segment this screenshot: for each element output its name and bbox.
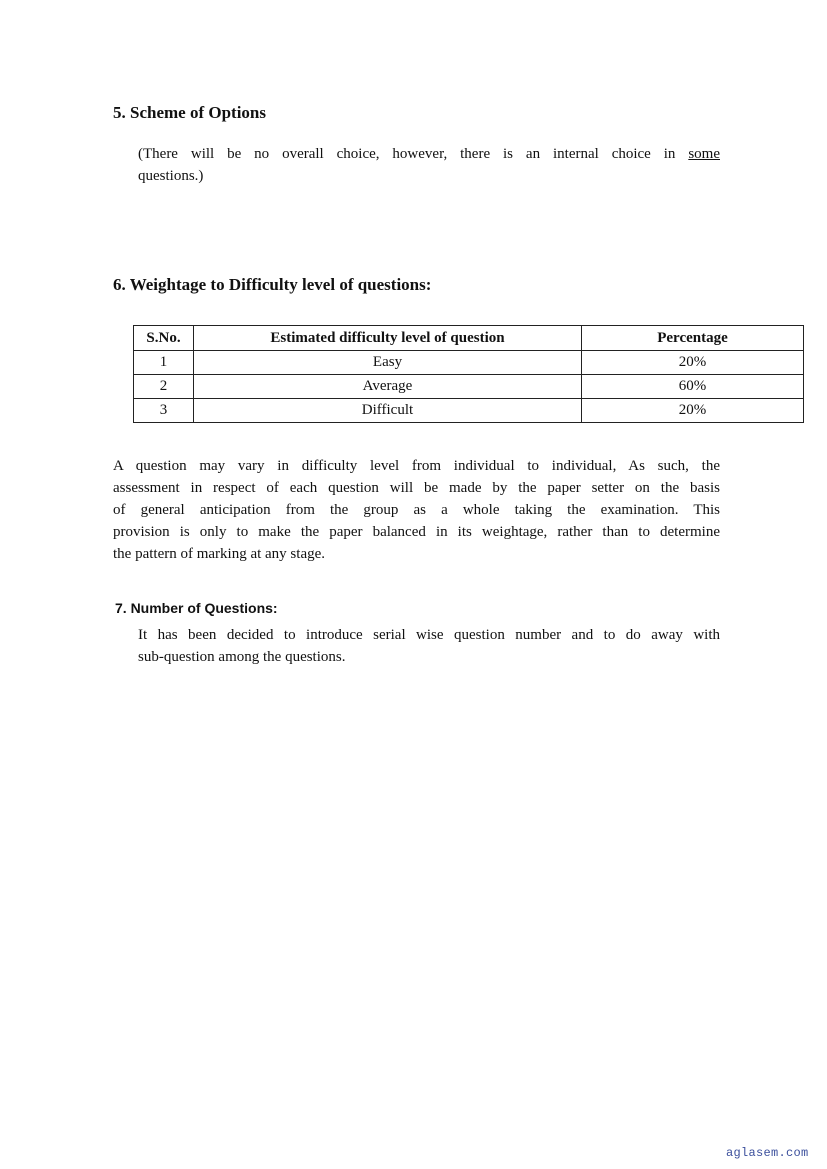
table-cell-level: Average bbox=[194, 375, 582, 399]
paragraph-line: the pattern of marking at any stage. bbox=[113, 546, 326, 562]
table-row bbox=[134, 399, 804, 423]
table-cell-sno: 2 bbox=[134, 375, 194, 399]
section-5-line-1-text: (There will be no overall choice, however, there is an internal choice in bbox=[138, 146, 676, 162]
section-5-line-2: questions.) bbox=[138, 168, 204, 184]
section-7-paragraph bbox=[138, 624, 720, 668]
table-header-sno: S.No. bbox=[134, 326, 194, 351]
footer-site-watermark: aglasem.com bbox=[726, 1146, 809, 1160]
section-6-paragraph bbox=[113, 455, 720, 565]
table-cell-level: Difficult bbox=[194, 399, 582, 423]
table-header-percentage: Percentage bbox=[582, 326, 804, 351]
table-cell-percentage: 60% bbox=[582, 375, 804, 399]
paragraph-line: assessment in respect of each question will be made by the paper setter on the basis bbox=[113, 480, 720, 496]
table-cell-level: Easy bbox=[194, 351, 582, 375]
table-cell-percentage: 20% bbox=[582, 351, 804, 375]
section-5-text bbox=[138, 143, 720, 187]
paragraph-line: of general anticipation from the group as a whole taking the examination. This bbox=[113, 502, 720, 518]
section-7-heading: 7. Number of Questions: bbox=[115, 600, 278, 616]
table-cell-sno: 3 bbox=[134, 399, 194, 423]
paragraph-line: provision is only to make the paper balanced in its weightage, rather than to determine bbox=[113, 524, 720, 540]
section-5-line-1 bbox=[138, 143, 720, 165]
table-cell-percentage: 20% bbox=[582, 399, 804, 423]
table-cell-sno: 1 bbox=[134, 351, 194, 375]
table-header-difficulty: Estimated difficulty level of question bbox=[194, 326, 582, 351]
table-header-row bbox=[134, 326, 804, 351]
paragraph-line: A question may vary in difficulty level from individual to individual, As such, the bbox=[113, 458, 720, 474]
section-6-heading: 6. Weightage to Difficulty level of questions: bbox=[113, 275, 432, 294]
section-5-heading: 5. Scheme of Options bbox=[113, 103, 266, 122]
section-5-underlined-word: some bbox=[688, 146, 720, 162]
paragraph-line: It has been decided to introduce serial wise question number and to do away with bbox=[138, 627, 720, 643]
table-row bbox=[134, 375, 804, 399]
paragraph-line: sub-question among the questions. bbox=[138, 649, 346, 665]
table-row bbox=[134, 351, 804, 375]
difficulty-table bbox=[133, 325, 804, 423]
